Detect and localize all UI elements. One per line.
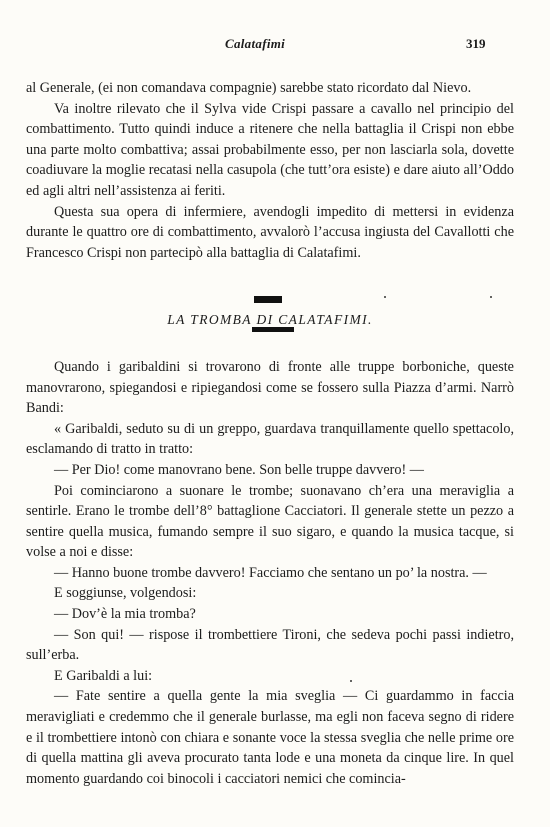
paragraph: — Per Dio! come manovrano bene. Son belle truppe davvero! — [54,461,424,478]
paragraph: Questa sua opera di infermiere, avendogli impedito di mettersi in evidenza durante le quattro ore di combattimento, avvalorò l’accusa ingiusta del Cavallotti che Francesco Crispi non partecipò alla battaglia di Calatafimi. [26,203,514,261]
page-header [0,36,550,56]
section-heading [26,310,514,331]
paragraph: Poi cominciarono a suonare le trombe; suonavano ch’era una meraviglia a sentirle. Erano le trombe dell’8° battaglione Cacciatori. Il generale stette un pezzo a sentire quella musica, fumando sempre il suo sigaro, e quando la musica tacque, si volse a noi e disse: [26,482,514,561]
paragraph: Quando i garibaldini si trovarono di fronte alle truppe borboniche, queste manovrarono, spiegandosi e ripiegandosi come se fossero sulla Piazza d’armi. Narrò Bandi: [26,358,514,417]
ink-speck [490,296,492,298]
paragraph: al Generale, (ei non comandava compagnie) sarebbe stato ricordato dal Nievo. [26,80,472,96]
ink-mark-icon [254,296,282,303]
paragraph: — Fate sentire a quella gente la mia sveglia — Ci guardammo in faccia meravigliati e credemmo che il generale burlasse, ma egli non faceva segno di ridere e il trombettiere intonò con chiara e sonante voce la stessa sveglia che nelle prime ore di quella mattina gli aveva procurato tanta lode e una moneta da cinque lire. In quel momento guardando coi binocoli i cacciatori nemici che comincia- [26,688,514,787]
section-title: LA TROMBA DI CALATAFIMI. [167,312,373,328]
ink-speck [384,296,386,298]
page-number: 319 [466,36,486,51]
paragraph: — Son qui! — rispose il trombettiere Tironi, che sedeva pochi passi indietro, sull’erba. [26,626,514,664]
paragraph: E Garibaldi a lui: [54,667,153,684]
running-title: Calatafimi [225,36,286,51]
paragraph: E soggiunse, volgendosi: [54,585,197,602]
paragraph: — Dov’è la mia tromba? [54,606,196,623]
ink-mark-icon [252,327,294,332]
paragraph: — Hanno buone trombe davvero! Facciamo che sentano un po’ la nostra. — [54,564,487,581]
paragraph: Va inoltre rilevato che il Sylva vide Crispi passare a cavallo nel principio del combattimento. Tutto quindi induce a ritenere che nella battaglia il Crispi non ebbe una parte molto combattiva; assai probabilmente esso, per non lasciarla sola, dovette coadiuvare la moglie recatasi nella casupola (che tutt’ora esiste) e dare aiuto all’Oddo ed agli altri nell’assistenza ai feriti. [26,100,514,199]
page-body [26,78,514,789]
paragraph: « Garibaldi, seduto su di un greppo, guardava tranquillamente quello spettacolo, esclamando di tratto in tratto: [26,420,514,458]
ink-speck [350,680,352,682]
